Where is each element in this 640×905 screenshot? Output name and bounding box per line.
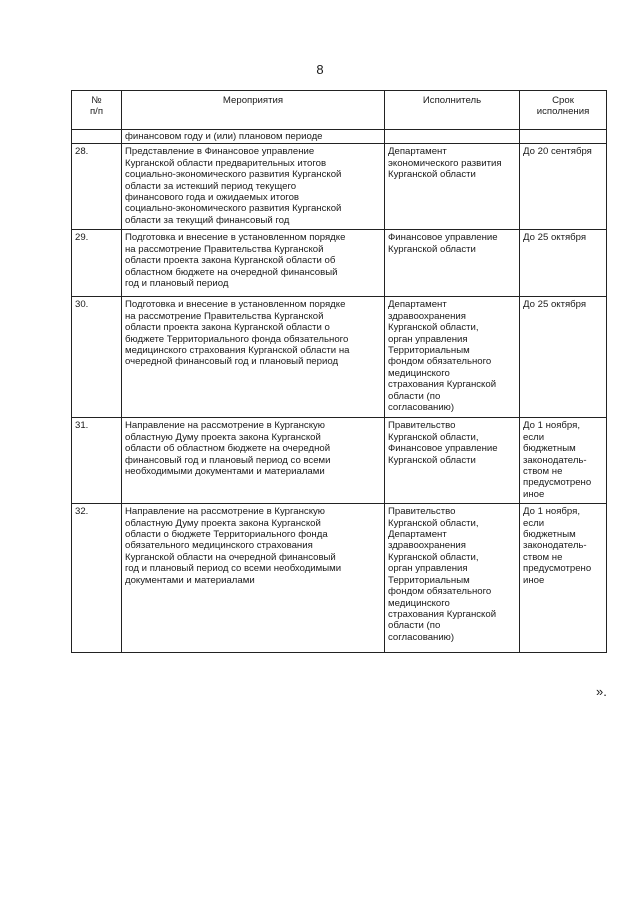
row-activity: Направление на рассмотрение в Курганскую областную Думу проекта закона Курганской области о бюджете Территориального фонда обязательного медицинского страхования Курганской области на очередной финансовый год и плановый период со всеми необходимыми документами и материалами <box>122 504 385 653</box>
header-number: № п/п <box>72 91 122 130</box>
table-row <box>72 144 607 230</box>
row-executor: Департамент экономического развития Курганской области <box>385 144 520 230</box>
row-activity: Направление на рассмотрение в Курганскую областную Думу проекта закона Курганской области об областном бюджете на очередной финансовый год и плановый период со всеми необходимыми документами и материалами <box>122 418 385 504</box>
row-term: До 1 ноября, если бюджетным законодатель- ством не предусмотрено иное <box>520 418 607 504</box>
row-number: 32. <box>72 504 122 653</box>
row-executor: Правительство Курганской области, Департамент здравоохранения Курганской области, орган управления Территориальным фондом обязательного медицинского страхования Курганской области (по согласованию) <box>385 504 520 653</box>
continuation-num-cell <box>72 130 122 144</box>
header-executor: Исполнитель <box>385 91 520 130</box>
row-number: 31. <box>72 418 122 504</box>
row-number: 28. <box>72 144 122 230</box>
row-term: До 1 ноября, если бюджетным законодатель- ством не предусмотрено иное <box>520 504 607 653</box>
row-activity: Представление в Финансовое управление Курганской области предварительных итогов социально-экономического развития Курганской области за истекший период текущего финансового года и ожидаемых итогов социально-экономического развития Курганской области за текущий финансовый год <box>122 144 385 230</box>
continuation-exec-cell <box>385 130 520 144</box>
row-term: До 25 октября <box>520 297 607 418</box>
continuation-row <box>72 130 607 144</box>
table-row <box>72 504 607 653</box>
row-executor: Финансовое управление Курганской области <box>385 230 520 297</box>
row-activity: Подготовка и внесение в установленном порядке на рассмотрение Правительства Курганской области проекта закона Курганской области об областном бюджете на очередной финансовый год и плановый период <box>122 230 385 297</box>
activities-table <box>71 90 607 653</box>
row-executor: Правительство Курганской области, Финансовое управление Курганской области <box>385 418 520 504</box>
table-row <box>72 230 607 297</box>
table-header-row <box>72 91 607 130</box>
row-term: До 25 октября <box>520 230 607 297</box>
table-row <box>72 418 607 504</box>
table-row <box>72 297 607 418</box>
row-term: До 20 сентября <box>520 144 607 230</box>
row-number: 30. <box>72 297 122 418</box>
row-activity: Подготовка и внесение в установленном порядке на рассмотрение Правительства Курганской области проекта закона Курганской области о бюджете Территориального фонда обязательного медицинского страхования Курганской области на очередной финансовый год и плановый период <box>122 297 385 418</box>
continuation-text: финансовом году и (или) плановом периоде <box>122 130 385 144</box>
header-term: Срок исполнения <box>520 91 607 130</box>
header-activity: Мероприятия <box>122 91 385 130</box>
continuation-term-cell <box>520 130 607 144</box>
row-number: 29. <box>72 230 122 297</box>
row-executor: Департамент здравоохранения Курганской области, орган управления Территориальным фондом обязательного медицинского страхования Курганской области (по согласованию) <box>385 297 520 418</box>
closing-quote-mark: ». <box>596 684 607 699</box>
page-number: 8 <box>316 62 324 77</box>
